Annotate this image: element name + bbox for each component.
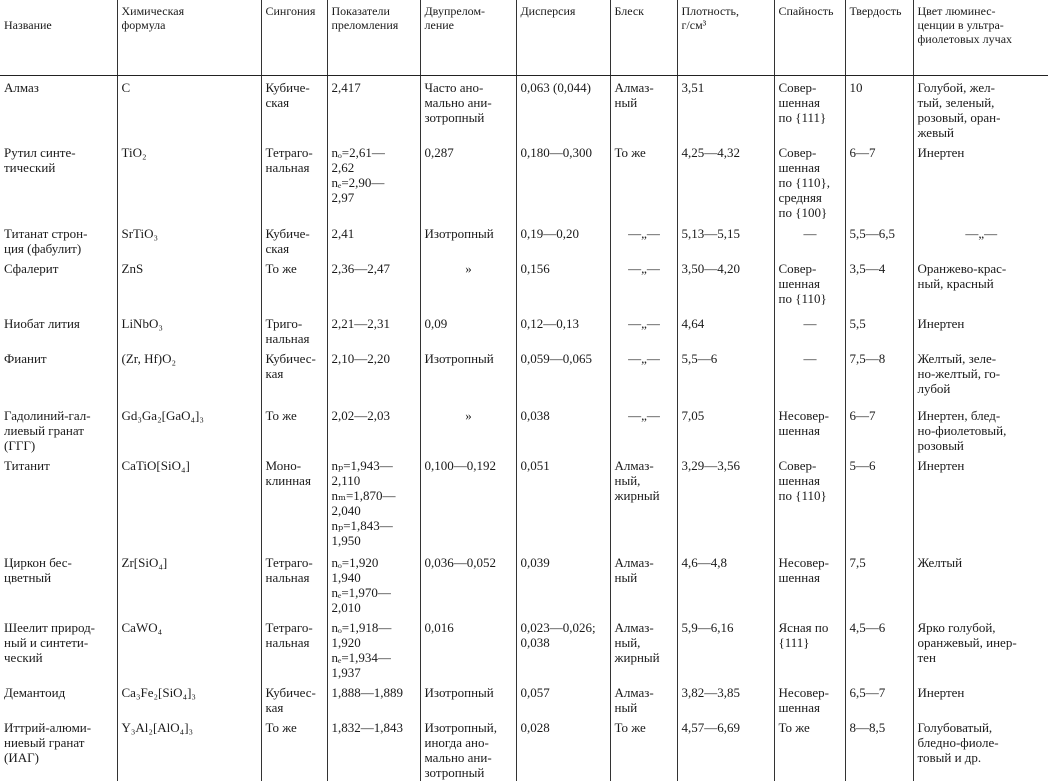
cell-hardness: 10	[845, 76, 913, 142]
cell-formula: Ca₃Fe₂[SiO₄]₃	[117, 681, 261, 716]
cell-formula: LiNbO₃	[117, 312, 261, 347]
cell-density: 5,5—6	[677, 347, 774, 404]
cell-luster: Алмаз- ный, жирный	[610, 616, 677, 681]
cell-luster: Алмаз- ный	[610, 681, 677, 716]
cell-name: Шеелит природ- ный и синтети- ческий	[4, 620, 96, 665]
cell-luster: Алмаз- ный	[610, 76, 677, 142]
cell-formula: ZnS	[117, 257, 261, 312]
cell-name: Циркон бес- цветный	[4, 555, 72, 585]
cell-formula: (Zr, Hf)O₂	[117, 347, 261, 404]
cell-birefringence: 0,100—0,192	[420, 454, 516, 551]
cell-refraction: nₒ=1,918— 1,920 nₑ=1,934— 1,937	[327, 616, 420, 681]
cell-name: Гадолиний-гал- лиевый гранат (ГГГ)	[4, 408, 91, 453]
cell-density: 5,9—6,16	[677, 616, 774, 681]
cell-refraction: 1,888—1,889	[327, 681, 420, 716]
cell-name: Демантоид	[4, 685, 66, 700]
cell-syngony: Тетраго- нальная	[261, 616, 327, 681]
cell-birefringence: »	[420, 404, 516, 454]
cell-refraction: 1,832—1,843	[327, 716, 420, 781]
table-row	[0, 404, 1048, 454]
cell-cleavage: —	[774, 222, 845, 257]
cell-syngony: Тетраго- нальная	[261, 141, 327, 222]
cell-name: Титанит	[4, 458, 50, 473]
header-luster: Блеск	[610, 0, 677, 76]
cell-luminescence: Инертен	[913, 312, 1048, 347]
table-row	[0, 76, 1048, 142]
table-header-row	[0, 0, 1048, 76]
header-refraction: Показатели преломления	[327, 0, 420, 76]
cell-density: 3,82—3,85	[677, 681, 774, 716]
cell-hardness: 7,5—8	[845, 347, 913, 404]
cell-birefringence: Изотропный	[420, 347, 516, 404]
cell-syngony: То же	[261, 257, 327, 312]
table-row	[0, 681, 1048, 716]
cell-density: 3,50—4,20	[677, 257, 774, 312]
cell-birefringence: 0,016	[420, 616, 516, 681]
cell-refraction: nₒ=1,920 1,940 nₑ=1,970— 2,010	[327, 551, 420, 616]
cell-name: Рутил синте- тический	[4, 145, 76, 175]
cell-dispersion: 0,063 (0,044)	[516, 76, 610, 142]
table-row	[0, 551, 1048, 616]
cell-dispersion: 0,038	[516, 404, 610, 454]
cell-luminescence: Ярко голубой, оранжевый, инер- тен	[913, 616, 1048, 681]
cell-hardness: 8—8,5	[845, 716, 913, 781]
cell-cleavage: Совер- шенная по {110}	[774, 257, 845, 312]
cell-syngony: Тетраго- нальная	[261, 551, 327, 616]
cell-hardness: 5,5	[845, 312, 913, 347]
cell-dispersion: 0,059—0,065	[516, 347, 610, 404]
cell-refraction: nₚ=1,943— 2,110 nₘ=1,870— 2,040 nₚ=1,843— 1,950	[327, 454, 420, 551]
cell-name: Алмаз	[4, 80, 39, 95]
cell-luminescence: —„—	[913, 222, 1048, 257]
header-density: Плотность, г/см³	[677, 0, 774, 76]
header-syngony: Сингония	[261, 0, 327, 76]
cell-name: Титанат строн- ция (фабулит)	[4, 226, 88, 256]
cell-dispersion: 0,028	[516, 716, 610, 781]
cell-dispersion: 0,12—0,13	[516, 312, 610, 347]
cell-refraction: 2,21—2,31	[327, 312, 420, 347]
cell-birefringence: Часто ано- мально ани- зотропный	[420, 76, 516, 142]
cell-dispersion: 0,023—0,026; 0,038	[516, 616, 610, 681]
cell-luminescence: Оранжево-крас- ный, красный	[913, 257, 1048, 312]
cell-dispersion: 0,051	[516, 454, 610, 551]
cell-dispersion: 0,057	[516, 681, 610, 716]
cell-name: Сфалерит	[4, 261, 59, 276]
cell-cleavage: Несовер- шенная	[774, 681, 845, 716]
cell-birefringence: 0,287	[420, 141, 516, 222]
header-formula: Химическая формула	[117, 0, 261, 76]
cell-formula: Gd₃Ga₂[GaO₄]₃	[117, 404, 261, 454]
cell-luminescence: Инертен	[913, 681, 1048, 716]
table-row	[0, 347, 1048, 404]
cell-cleavage: Несовер- шенная	[774, 551, 845, 616]
table-row	[0, 454, 1048, 551]
cell-formula: C	[117, 76, 261, 142]
cell-hardness: 3,5—4	[845, 257, 913, 312]
cell-dispersion: 0,039	[516, 551, 610, 616]
table-row	[0, 222, 1048, 257]
cell-hardness: 7,5	[845, 551, 913, 616]
cell-density: 4,57—6,69	[677, 716, 774, 781]
cell-name: Ниобат лития	[4, 316, 80, 331]
cell-name: Иттрий-алюми- ниевый гранат (ИАГ)	[4, 720, 92, 765]
cell-luster: Алмаз- ный	[610, 551, 677, 616]
cell-cleavage: —	[774, 347, 845, 404]
cell-syngony: Триго- нальная	[261, 312, 327, 347]
header-luminescence: Цвет люминес- ценции в ультра- фиолетовых лучах	[913, 0, 1048, 76]
table-row	[0, 312, 1048, 347]
cell-refraction: 2,10—2,20	[327, 347, 420, 404]
cell-name: Фианит	[4, 351, 47, 366]
cell-refraction: 2,417	[327, 76, 420, 142]
cell-formula: CaWO₄	[117, 616, 261, 681]
table-row	[0, 616, 1048, 681]
cell-birefringence: Изотропный	[420, 222, 516, 257]
cell-luster: Алмаз- ный, жирный	[610, 454, 677, 551]
cell-dispersion: 0,156	[516, 257, 610, 312]
cell-density: 5,13—5,15	[677, 222, 774, 257]
cell-luminescence: Инертен	[913, 141, 1048, 222]
header-hardness: Твердость	[845, 0, 913, 76]
cell-syngony: Кубичес- кая	[261, 347, 327, 404]
cell-refraction: nₒ=2,61— 2,62 nₑ=2,90— 2,97	[327, 141, 420, 222]
header-birefringence: Двупрелом- ление	[420, 0, 516, 76]
cell-luster: То же	[610, 141, 677, 222]
cell-hardness: 4,5—6	[845, 616, 913, 681]
cell-luminescence: Желтый	[913, 551, 1048, 616]
cell-cleavage: Совер- шенная по {111}	[774, 76, 845, 142]
cell-birefringence: 0,09	[420, 312, 516, 347]
cell-density: 4,25—4,32	[677, 141, 774, 222]
cell-density: 3,29—3,56	[677, 454, 774, 551]
cell-refraction: 2,41	[327, 222, 420, 257]
cell-density: 7,05	[677, 404, 774, 454]
cell-density: 3,51	[677, 76, 774, 142]
cell-syngony: Кубичес- кая	[261, 681, 327, 716]
cell-hardness: 5—6	[845, 454, 913, 551]
cell-syngony: Кубиче- ская	[261, 76, 327, 142]
cell-luster: То же	[610, 716, 677, 781]
cell-birefringence: 0,036—0,052	[420, 551, 516, 616]
cell-luster: —„—	[610, 257, 677, 312]
header-cleavage: Спайность	[774, 0, 845, 76]
cell-birefringence: Изотропный, иногда ано- мально ани- зотропный	[420, 716, 516, 781]
cell-formula: Zr[SiO₄]	[117, 551, 261, 616]
cell-cleavage: Ясная по {111}	[774, 616, 845, 681]
cell-refraction: 2,02—2,03	[327, 404, 420, 454]
cell-cleavage: То же	[774, 716, 845, 781]
cell-hardness: 6—7	[845, 141, 913, 222]
cell-luminescence: Голубоватый, бледно-фиоле- товый и др.	[913, 716, 1048, 781]
cell-luminescence: Желтый, зеле- но-желтый, го- лубой	[913, 347, 1048, 404]
cell-density: 4,6—4,8	[677, 551, 774, 616]
cell-luminescence: Голубой, жел- тый, зеленый, розовый, оран- жевый	[913, 76, 1048, 142]
cell-formula: Y₃Al₂[AlO₄]₃	[117, 716, 261, 781]
cell-formula: SrTiO₃	[117, 222, 261, 257]
cell-cleavage: Совер- шенная по {110}	[774, 454, 845, 551]
cell-hardness: 5,5—6,5	[845, 222, 913, 257]
cell-dispersion: 0,180—0,300	[516, 141, 610, 222]
cell-luster: —„—	[610, 312, 677, 347]
cell-hardness: 6,5—7	[845, 681, 913, 716]
table-row	[0, 141, 1048, 222]
cell-formula: TiO₂	[117, 141, 261, 222]
cell-syngony: То же	[261, 404, 327, 454]
cell-refraction: 2,36—2,47	[327, 257, 420, 312]
cell-syngony: Кубиче- ская	[261, 222, 327, 257]
cell-syngony: То же	[261, 716, 327, 781]
cell-birefringence: »	[420, 257, 516, 312]
cell-birefringence: Изотропный	[420, 681, 516, 716]
cell-luster: —„—	[610, 347, 677, 404]
cell-luster: —„—	[610, 404, 677, 454]
cell-luster: —„—	[610, 222, 677, 257]
cell-luminescence: Инертен, блед- но-фиолетовый, розовый	[913, 404, 1048, 454]
table-row	[0, 257, 1048, 312]
cell-luminescence: Инертен	[913, 454, 1048, 551]
cell-dispersion: 0,19—0,20	[516, 222, 610, 257]
header-dispersion: Дисперсия	[516, 0, 610, 76]
cell-cleavage: Несовер- шенная	[774, 404, 845, 454]
cell-cleavage: Совер- шенная по {110}, средняя по {100}	[774, 141, 845, 222]
cell-formula: CaTiO[SiO₄]	[117, 454, 261, 551]
header-name: Название	[0, 0, 117, 76]
cell-density: 4,64	[677, 312, 774, 347]
cell-syngony: Моно- клинная	[261, 454, 327, 551]
cell-hardness: 6—7	[845, 404, 913, 454]
cell-cleavage: —	[774, 312, 845, 347]
